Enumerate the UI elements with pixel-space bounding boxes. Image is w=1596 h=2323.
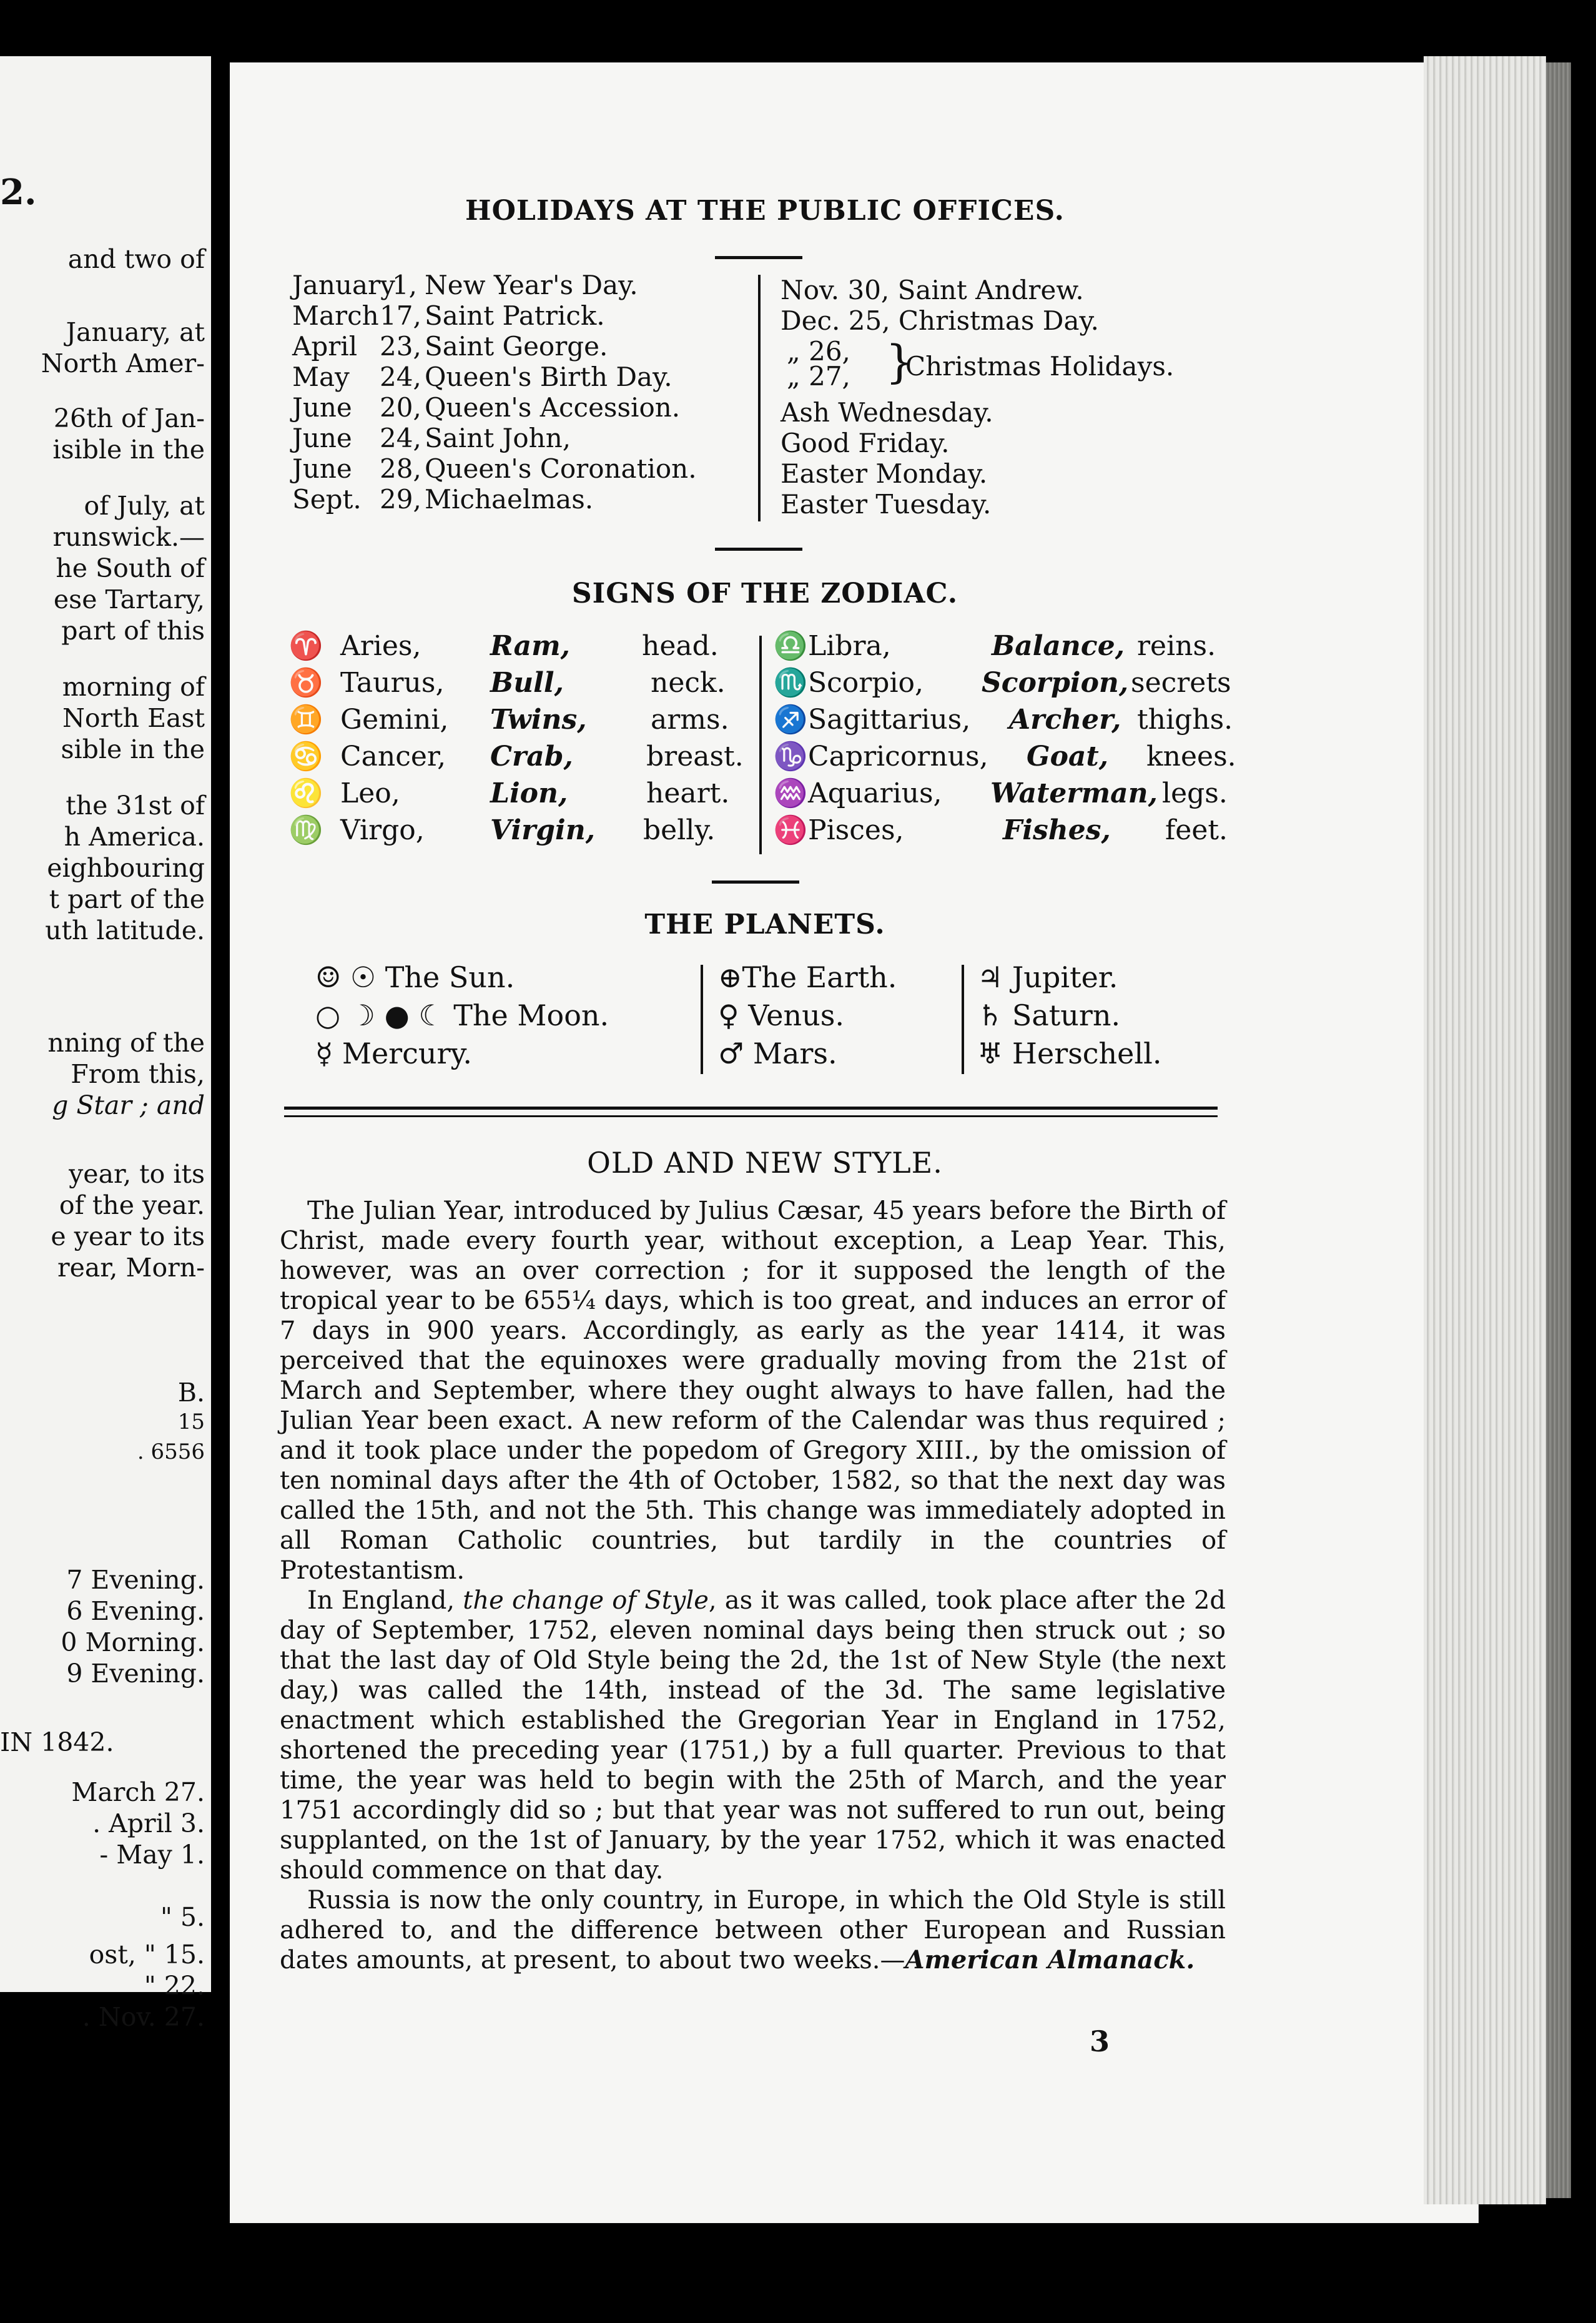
prev-page-line: - May 1. <box>99 1840 205 1870</box>
body-part: legs. <box>1162 777 1228 809</box>
saturn-entry: ♄ Saturn. <box>977 999 1121 1032</box>
prev-page-line: . 6556 <box>137 1439 205 1464</box>
sign-name: Virgo, <box>340 814 425 846</box>
section-divider <box>715 256 802 259</box>
holiday-row: Easter Monday. <box>781 458 988 489</box>
holiday-name: Saint Patrick. <box>425 300 605 331</box>
holiday-day: 29, <box>380 484 421 515</box>
paragraph: The Julian Year, introduced by Julius Cæsar, 45 years before the Birth of Christ, made every fourth year, without exception, a Leap Year. This, however, was an over correction ; for it supposed the length of the tropical year to be 655¼ days, which is too great, and induces an error of 7 days in 900 years. Accordingly, as early as the year 1414, it was perceived that the equinoxes were gradually moving from the 21st of March and September, where they ought always to have fallen, had the Julian Year been exact. A new reform of the Calendar was thus required ; and it took place under the popedom of Gregory XIII., by the omission of ten nominal days after the 4th of October, 1582, so that the next day was called the 15th, and not the 5th. This change was immediately adopted in all Roman Catholic countries, but tardily in the countries of Protestantism. <box>280 1196 1226 1585</box>
capricorn-icon: ♑ <box>773 741 808 772</box>
sign-english: Bull, <box>490 667 564 699</box>
prev-page-line: B. <box>177 1378 205 1408</box>
sign-name: Gemini, <box>340 704 449 736</box>
moon-entry: ○ ☽ ● ☾ The Moon. <box>315 999 609 1032</box>
previous-page <box>0 56 211 2032</box>
holiday-month: June <box>292 392 352 423</box>
sign-name: Libra, <box>808 630 891 662</box>
holiday-row <box>292 423 697 453</box>
prev-page-line: 6 Evening. <box>66 1596 205 1626</box>
sign-english: Twins, <box>490 704 587 736</box>
sign-name: Capricornus, <box>808 741 988 772</box>
prev-page-number: 2. <box>0 172 37 213</box>
holiday-month: April <box>292 331 358 362</box>
zodiac-right-column <box>772 628 1246 849</box>
book-gutter <box>211 0 230 2323</box>
earth-entry: ⊕The Earth. <box>718 960 897 994</box>
body-part: secrets <box>1131 667 1231 699</box>
prev-page-line: nning of the <box>47 1028 205 1058</box>
prev-page-line: g Star ; and <box>52 1090 205 1120</box>
prev-page-line: e year to its <box>51 1221 205 1251</box>
prev-page-line: year, to its <box>69 1159 205 1189</box>
holiday-row: Easter Tuesday. <box>781 489 992 520</box>
sagittarius-icon: ♐ <box>773 704 808 736</box>
body-part: arms. <box>651 704 729 736</box>
prev-page-line: morning of <box>62 672 205 702</box>
jupiter-entry: ♃ Jupiter. <box>977 960 1118 994</box>
column-divider <box>759 636 762 854</box>
old-new-style-title: OLD AND NEW STYLE. <box>587 1146 943 1180</box>
zodiac-row <box>287 812 749 849</box>
body-part: neck. <box>651 667 726 699</box>
page-edges <box>1424 56 1546 2204</box>
holiday-row <box>292 300 697 331</box>
sign-english: Scorpion, <box>982 667 1129 699</box>
sign-english: Crab, <box>490 741 573 772</box>
taurus-icon: ♉ <box>288 667 323 699</box>
holiday-row <box>292 331 697 362</box>
holiday-day: 24, <box>380 362 421 392</box>
holidays-title: HOLIDAYS AT THE PUBLIC OFFICES. <box>465 195 1065 227</box>
holiday-name: Saint George. <box>425 331 608 362</box>
prev-page-line: t part of the <box>49 884 205 914</box>
prev-page-line: the 31st of <box>66 791 205 821</box>
holiday-day: 17, <box>380 300 421 331</box>
text-run: , as it was called, took place after the 2d day of September, 1752, eleven nominal days being then struck out ; so that the last day of Old Style being the 2d, the 1st of New Style (the next day,) was called the 14th, instead of the 3d. The same legislative enactment which established the Gregorian Year in England in 1752, shortened the preceding year (1751,) by a full quarter. Previous to that time, the year was held to begin with the 25th of March, and the year 1751 accordingly did so ; but that year was not suffered to run out, being supplanted, on the 1st of January, by the year 1752, which it was enacted should commence on that day. <box>280 1586 1226 1885</box>
body-part: head. <box>642 630 719 662</box>
prev-page-line: North Amer- <box>41 348 205 378</box>
planets-column-2 <box>718 959 897 1073</box>
holiday-month: May <box>292 362 350 392</box>
prev-page-line: 0 Morning. <box>61 1627 205 1657</box>
column-divider <box>962 965 964 1074</box>
double-rule-bottom <box>284 1115 1218 1117</box>
holiday-row: Dec. 25, Christmas Day. <box>781 305 1100 336</box>
holiday-day: 24, <box>380 423 421 453</box>
holiday-name: Saint John, <box>425 423 571 453</box>
zodiac-row <box>772 701 1246 738</box>
sign-english: Archer, <box>1009 704 1121 736</box>
old-new-style-body <box>280 1196 1226 1975</box>
prev-page-line: From this, <box>71 1059 205 1089</box>
sign-name: Leo, <box>340 777 400 809</box>
planets-title: THE PLANETS. <box>644 909 885 940</box>
prev-page-line: h America. <box>64 822 205 852</box>
body-part: belly. <box>643 814 716 846</box>
zodiac-row <box>287 664 749 701</box>
sign-name: Scorpio, <box>808 667 924 699</box>
prev-page-line: of the year. <box>59 1190 205 1220</box>
mercury-entry: ☿ Mercury. <box>315 1037 473 1070</box>
prev-page-line: and two of <box>67 244 205 274</box>
brace-icon: } <box>885 335 914 388</box>
venus-entry: ♀ Venus. <box>718 999 844 1032</box>
double-rule-top <box>284 1107 1218 1110</box>
zodiac-row <box>772 775 1246 812</box>
zodiac-row <box>287 628 749 664</box>
holiday-name: New Year's Day. <box>425 270 638 300</box>
body-part: breast. <box>646 741 744 772</box>
prev-page-line: . April 3. <box>92 1808 205 1838</box>
leo-icon: ♌ <box>288 777 323 809</box>
prev-page-line: 7 Evening. <box>66 1565 205 1595</box>
holiday-day: 28, <box>380 453 421 484</box>
prev-page-line: " 5. <box>160 1902 205 1932</box>
herschell-entry: ♅ Herschell. <box>977 1037 1162 1070</box>
sign-english: Lion, <box>490 777 568 809</box>
paragraph <box>280 1885 1226 1975</box>
holiday-row <box>292 392 697 423</box>
zodiac-row <box>772 628 1246 664</box>
sign-name: Cancer, <box>340 741 446 772</box>
holiday-row: Good Friday. <box>781 428 950 458</box>
body-part: heart. <box>646 777 730 809</box>
holiday-month: June <box>292 423 352 453</box>
sign-english: Goat, <box>1027 741 1109 772</box>
sign-english: Virgin, <box>490 814 596 846</box>
sign-name: Taurus, <box>340 667 445 699</box>
holiday-day: 1, <box>392 270 417 300</box>
holiday-name: Queen's Accession. <box>425 392 681 423</box>
citation: American Almanack. <box>905 1945 1195 1975</box>
holiday-day: „ 26, <box>787 336 850 367</box>
libra-icon: ♎ <box>773 630 808 662</box>
holiday-day: 20, <box>380 392 421 423</box>
holiday-row: Ash Wednesday. <box>781 397 993 428</box>
body-part: thighs. <box>1137 704 1233 736</box>
sign-english: Fishes, <box>1003 814 1111 846</box>
sign-name: Sagittarius, <box>808 704 971 736</box>
sun-entry: ☺ ☉ The Sun. <box>315 960 515 994</box>
holiday-row <box>292 270 697 300</box>
prev-page-line: part of this <box>61 616 205 646</box>
zodiac-left-column <box>287 628 749 849</box>
zodiac-row <box>772 664 1246 701</box>
prev-page-line: 26th of Jan- <box>53 403 205 433</box>
body-part: feet. <box>1165 814 1228 846</box>
emphasis: the change of Style <box>463 1586 709 1615</box>
zodiac-row <box>287 775 749 812</box>
holiday-name: Christmas Holidays. <box>905 351 1175 382</box>
paragraph <box>280 1586 1226 1885</box>
text-run: Russia is now the only country, in Europe, in which the Old Style is still adhered to, and the difference between other European and Russian dates amounts, at present, to about two weeks.— <box>280 1886 1226 1975</box>
zodiac-row <box>287 701 749 738</box>
planets-column-3 <box>977 959 1161 1073</box>
holiday-month: June <box>292 453 352 484</box>
body-part: knees. <box>1146 741 1236 772</box>
column-divider <box>701 965 703 1074</box>
holiday-name: Queen's Birth Day. <box>425 362 672 392</box>
prev-page-line: March 27. <box>71 1777 205 1807</box>
virgo-icon: ♍ <box>288 814 323 846</box>
scorpio-icon: ♏ <box>773 667 808 699</box>
holiday-month: Sept. <box>292 484 362 515</box>
prev-page-line: uth latitude. <box>45 915 205 945</box>
christmas-holidays-group <box>781 335 1175 397</box>
prev-page-line: isible in the <box>52 435 205 465</box>
prev-page-line: rear, Morn- <box>57 1253 205 1283</box>
holidays-left-column <box>292 270 697 515</box>
zodiac-row <box>287 738 749 775</box>
prev-page-line: January, at <box>66 317 205 347</box>
prev-page-line: " 22. <box>144 1971 205 2001</box>
sign-english: Balance, <box>992 630 1125 662</box>
section-divider <box>712 880 799 884</box>
prev-page-line: ost, " 15. <box>89 1940 205 1970</box>
holiday-row <box>292 453 697 484</box>
mars-entry: ♂ Mars. <box>718 1037 837 1070</box>
text-run: In England, <box>307 1586 463 1615</box>
planets-column-1 <box>315 959 609 1073</box>
zodiac-title: SIGNS OF THE ZODIAC. <box>571 578 958 609</box>
section-divider <box>715 548 802 551</box>
holidays-right-column <box>781 275 1175 520</box>
prev-page-line: North East <box>62 703 205 733</box>
prev-page-line: eighbouring <box>47 853 205 883</box>
holiday-day: 23, <box>380 331 421 362</box>
prev-page-line: 15 <box>177 1409 205 1434</box>
prev-page-line: . Nov. 27. <box>82 2002 205 2032</box>
holiday-day: „ 27, <box>787 361 850 392</box>
holiday-row <box>292 362 697 392</box>
holiday-name: Queen's Coronation. <box>425 453 697 484</box>
sign-english: Ram, <box>490 630 570 662</box>
prev-page-line: he South of <box>56 553 205 583</box>
zodiac-row <box>772 738 1246 775</box>
prev-page-line: of July, at <box>84 491 205 521</box>
prev-page-line: ese Tartary, <box>53 584 205 614</box>
page-number: 3 <box>1090 2025 1110 2058</box>
sign-name: Aries, <box>340 630 421 662</box>
holiday-row: Nov. 30, Saint Andrew. <box>781 275 1084 305</box>
cancer-icon: ♋ <box>288 741 323 772</box>
holiday-month: January <box>292 270 395 300</box>
column-divider <box>758 275 761 521</box>
sign-english: Waterman, <box>990 777 1158 809</box>
aries-icon: ♈ <box>288 630 323 662</box>
sign-name: Aquarius, <box>808 777 942 809</box>
prev-page-line: 9 Evening. <box>66 1659 205 1689</box>
pisces-icon: ♓ <box>773 814 808 846</box>
sign-name: Pisces, <box>808 814 904 846</box>
prev-page-line: IN 1842. <box>0 1727 114 1757</box>
zodiac-row <box>772 812 1246 849</box>
page-edges-shadow <box>1546 62 1571 2198</box>
holiday-name: Michaelmas. <box>425 484 594 515</box>
prev-page-line: runswick.— <box>52 522 205 552</box>
holiday-month: March <box>292 300 379 331</box>
body-part: reins. <box>1137 630 1216 662</box>
gemini-icon: ♊ <box>288 704 323 736</box>
aquarius-icon: ♒ <box>773 777 808 809</box>
holiday-row <box>292 484 697 515</box>
prev-page-line: sible in the <box>61 734 205 764</box>
